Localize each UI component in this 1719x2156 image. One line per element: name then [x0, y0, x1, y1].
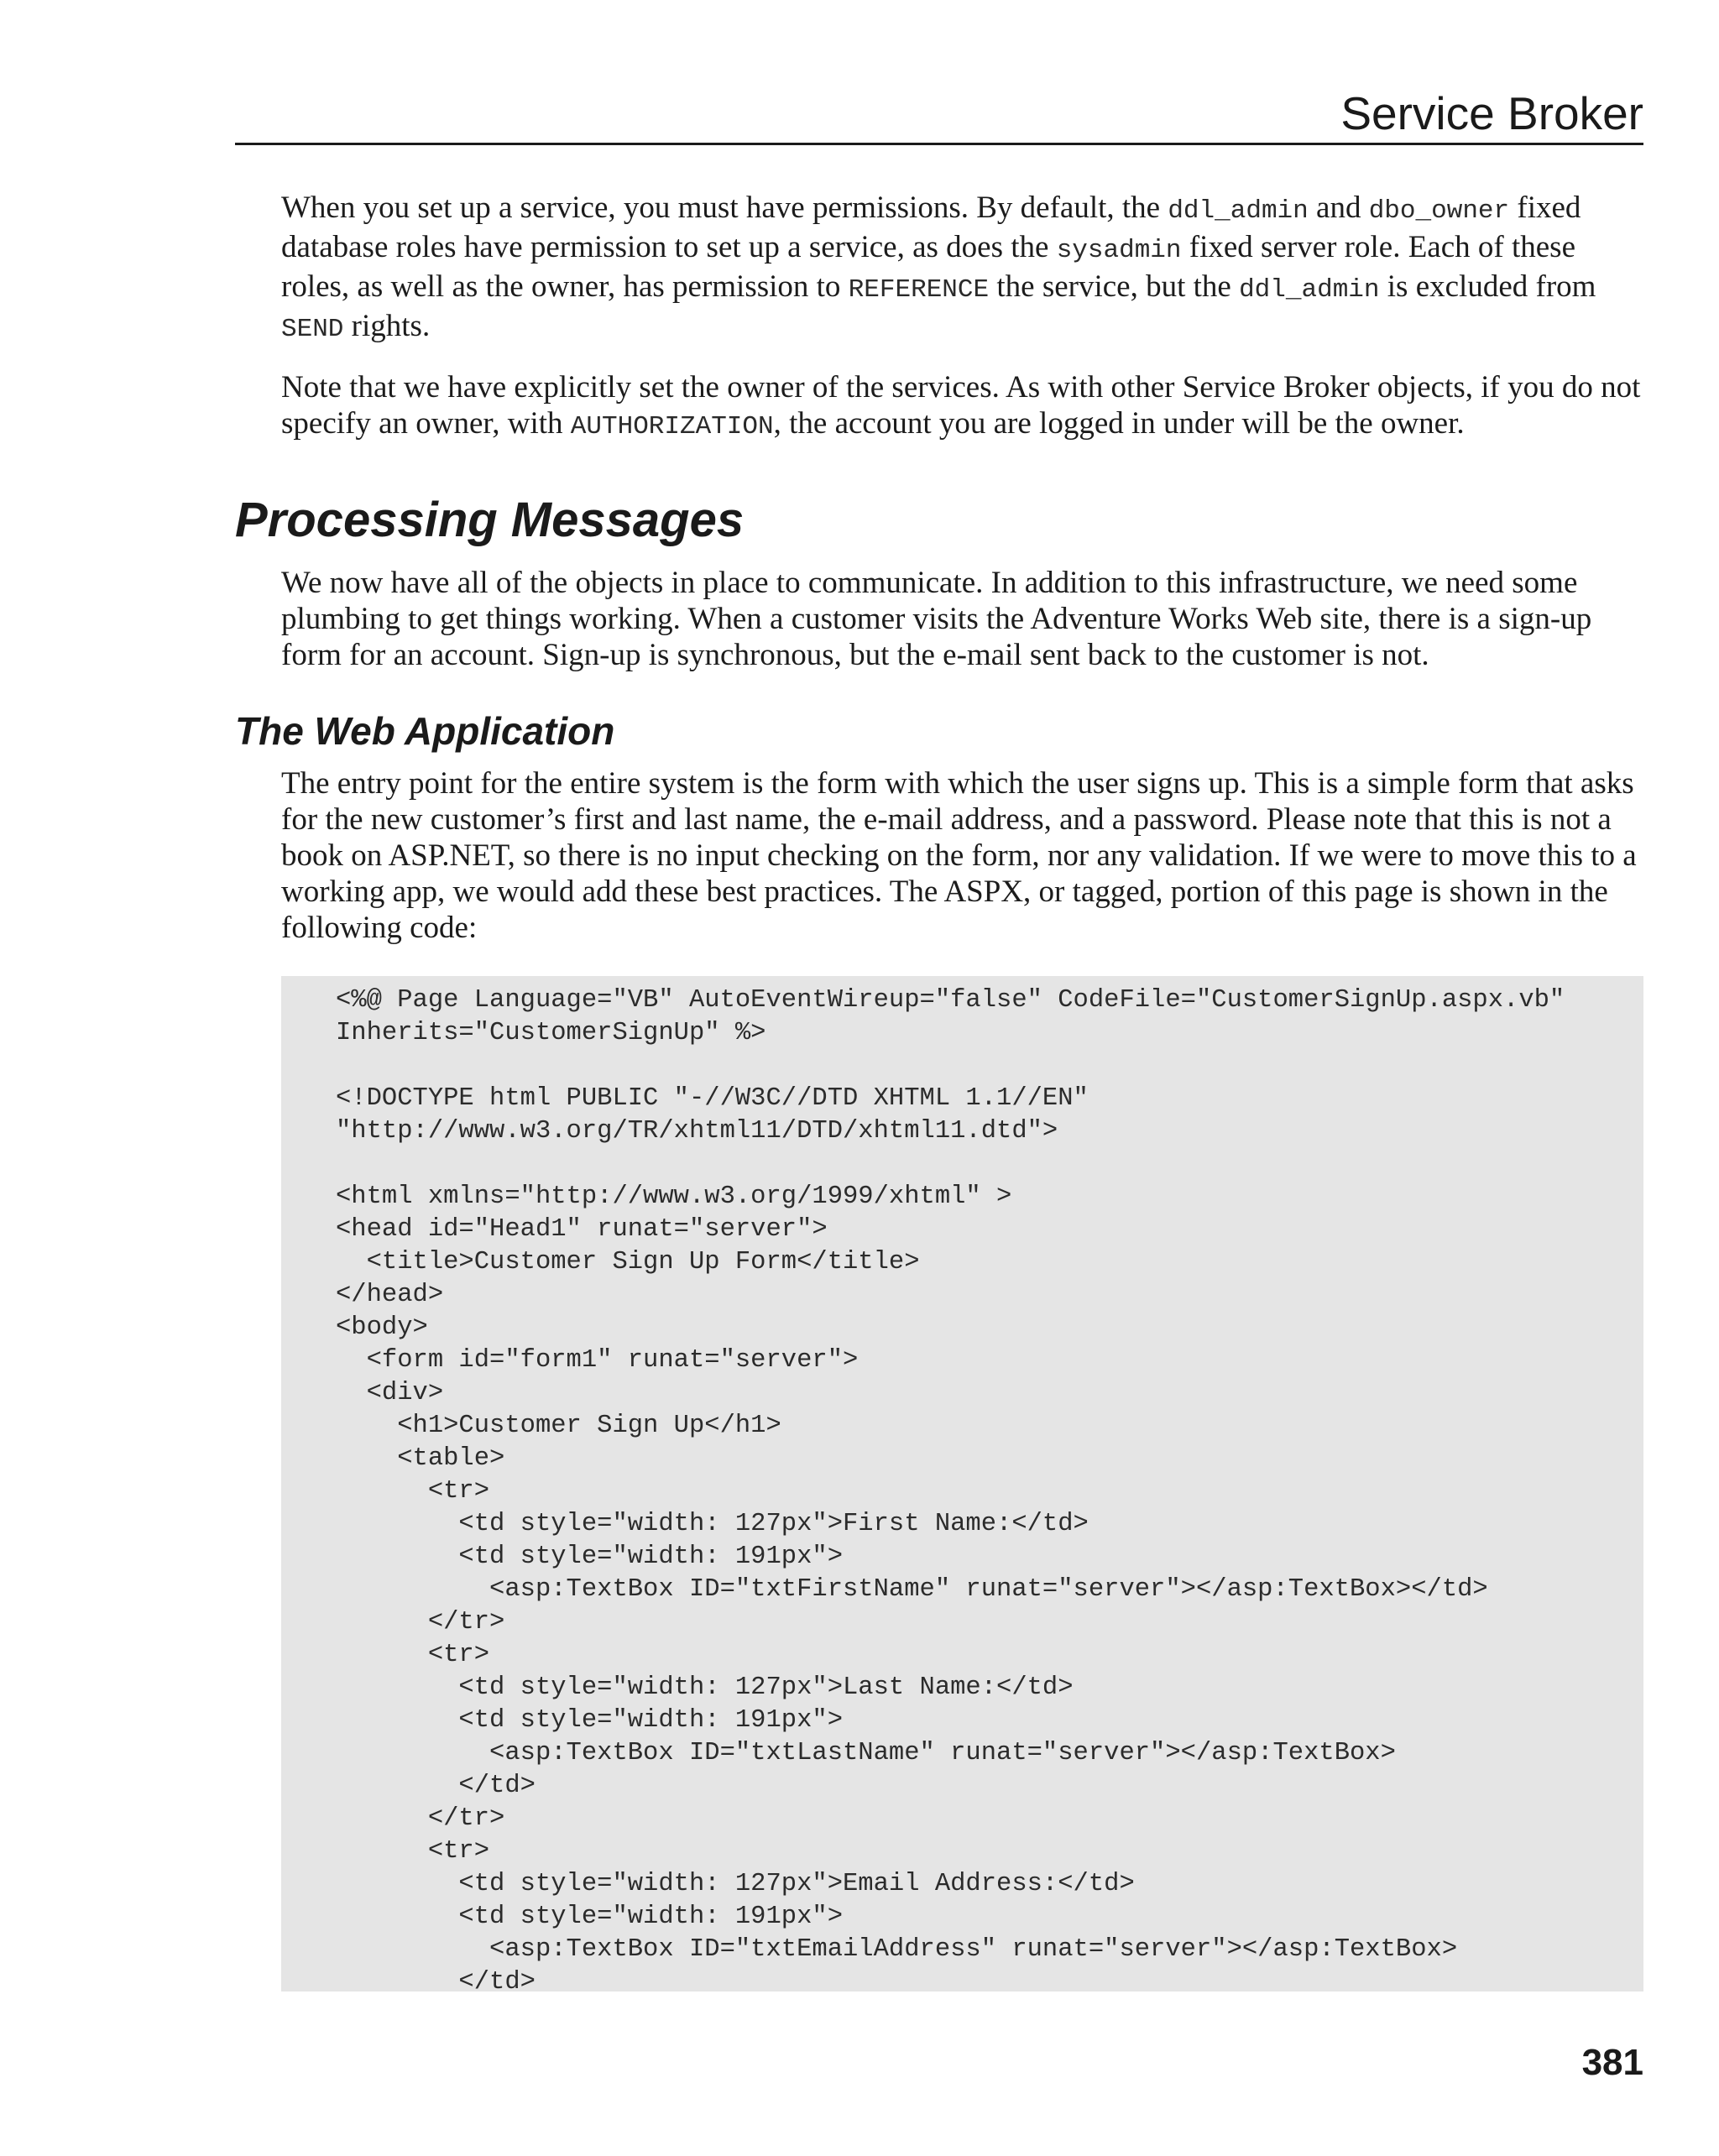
code-line: <div>: [336, 1379, 444, 1407]
code-line: </td>: [336, 1968, 536, 1992]
code-term: SEND: [281, 315, 344, 344]
code-term: sysadmin: [1056, 236, 1182, 265]
paragraph-owner-note: [281, 369, 1643, 445]
text-run: fixed server role. Each of these roles, as well as the owner, has permission to: [281, 230, 1575, 304]
text-run: , the account you are logged in under will be the owner.: [773, 406, 1465, 441]
code-line: <td style="width: 127px">Last Name:</td>: [336, 1673, 1074, 1702]
code-line: "http://www.w3.org/TR/xhtml11/DTD/xhtml11.dtd">: [336, 1117, 1058, 1146]
code-line: <head id="Head1" runat="server">: [336, 1215, 828, 1244]
paragraph-web-app: The entry point for the entire system is the form with which the user signs up. This is a simple form that asks for the new customer’s first and last name, the e-mail address, and a password. Please note that this is not a book on ASP.NET, so there is no input checking on the form, nor any validation. If we were to move this to a working app, we would add these best practices. The ASPX, or tagged, portion of this page is shown in the following code:: [281, 766, 1637, 945]
paragraph-processing-intro: We now have all of the objects in place to communicate. In addition to this infrastructure, we need some plumbing to get things working. When a customer visits the Adventure Works Web site, there is a sign-up form for an account. Sign-up is synchronous, but the e-mail sent back to the customer is not.: [281, 566, 1592, 672]
code-line: <td style="width: 127px">Email Address:</td>: [336, 1870, 1135, 1898]
code-line: <td style="width: 191px">: [336, 1903, 843, 1931]
text-run: rights.: [343, 309, 431, 343]
code-line: <form id="form1" runat="server">: [336, 1346, 859, 1375]
code-line: </td>: [336, 1772, 536, 1800]
code-line: <tr>: [336, 1477, 490, 1506]
section-heading: Processing Messages: [235, 493, 745, 547]
header-rule: [235, 143, 1643, 145]
text-run: When you set up a service, you must have permissions. By default, the: [281, 191, 1168, 225]
code-line: </head>: [336, 1281, 444, 1309]
code-line: Inherits="CustomerSignUp" %>: [336, 1019, 766, 1047]
code-line: <%@ Page Language="VB" AutoEventWireup="false" CodeFile="CustomerSignUp.aspx.vb": [336, 986, 1565, 1015]
text-run: the service, but the: [989, 269, 1240, 304]
code-line: <h1>Customer Sign Up</h1>: [336, 1412, 781, 1440]
running-header: Service Broker: [1340, 87, 1643, 139]
paragraph-permissions: [281, 190, 1643, 347]
code-line: <body>: [336, 1313, 428, 1342]
subsection-heading: The Web Application: [235, 709, 615, 753]
code-line: <td style="width: 191px">: [336, 1543, 843, 1571]
code-line: <tr>: [336, 1837, 490, 1866]
code-line: [336, 1148, 1643, 1181]
code-line: <asp:TextBox ID="txtLastName" runat="server"></asp:TextBox>: [336, 1739, 1396, 1767]
code-listing: [281, 976, 1643, 1992]
text-run: fixed database roles have permission to set up a service, as does the: [281, 191, 1581, 264]
code-line: <asp:TextBox ID="txtEmailAddress" runat="server"></asp:TextBox>: [336, 1935, 1458, 1964]
code-line: <asp:TextBox ID="txtFirstName" runat="server"></asp:TextBox></td>: [336, 1575, 1488, 1604]
code-line: [336, 1050, 1643, 1083]
code-line: </tr>: [336, 1608, 505, 1637]
text-run: is excluded from: [1379, 269, 1596, 304]
code-term: REFERENCE: [848, 275, 990, 305]
code-line: <td style="width: 127px">First Name:</td>: [336, 1510, 1089, 1538]
code-line: <tr>: [336, 1641, 490, 1669]
code-term: ddl_admin: [1239, 275, 1380, 305]
code-term: AUTHORIZATION: [570, 412, 774, 441]
code-line: <td style="width: 191px">: [336, 1706, 843, 1735]
code-term: dbo_owner: [1368, 196, 1510, 226]
code-line: <title>Customer Sign Up Form</title>: [336, 1248, 920, 1276]
page-number: 381: [1581, 2042, 1643, 2083]
code-line: <!DOCTYPE html PUBLIC "-//W3C//DTD XHTML 1.1//EN": [336, 1084, 1089, 1113]
code-line: <table>: [336, 1444, 505, 1473]
code-line: </tr>: [336, 1804, 505, 1833]
text-run: and: [1308, 191, 1369, 225]
text-run: Note that we have explicitly set the owner of the services. As with other Service Broker objects, if you do not specify an owner, with: [281, 370, 1641, 441]
code-term: ddl_admin: [1168, 196, 1309, 226]
code-line: <html xmlns="http://www.w3.org/1999/xhtml" >: [336, 1182, 1012, 1211]
